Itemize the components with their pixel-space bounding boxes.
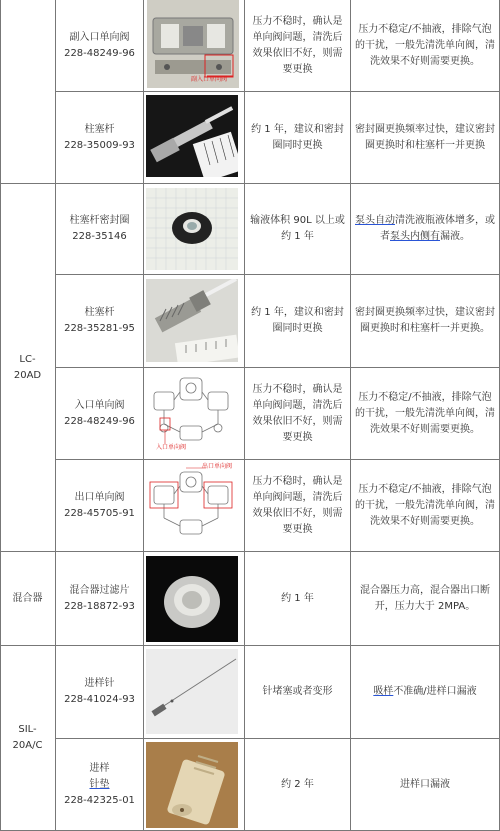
part-name-cell: [56, 368, 143, 459]
group-label-sil20ac: [0, 646, 55, 830]
part-number: 228-35146: [72, 231, 127, 242]
part-name-cell: [56, 739, 143, 830]
symptom-text: 压力不稳定/不抽液，排除气泡的干扰，一般先清洗单向阀，清洗效果不好则需要更换。: [355, 483, 495, 527]
part-name: 进样针: [84, 678, 115, 689]
replacement-cycle-text: 压力不稳时，确认是单向阀问题，清洗后效果依旧不好，则需要更换: [252, 15, 343, 75]
symptom-cell: [351, 184, 499, 274]
replacement-cycle-text: 约 2 年: [281, 778, 314, 790]
symptom-text-part: 泵头内侧有: [390, 231, 440, 242]
replacement-cycle-text: 约 1 年，建议和密封圈同时更换: [251, 123, 344, 151]
photo-caption: 入口单向阀: [156, 444, 187, 451]
part-name-cell: [56, 0, 143, 91]
part-photo: [147, 0, 239, 88]
symptom-text: 压力不稳定/不抽液，排除气泡的干扰，一般先清洗单向阀，清洗效果不好则需要更换。: [355, 391, 495, 435]
part-name-cell: [56, 184, 143, 274]
part-name: 副入口单向阀: [69, 31, 130, 43]
photo-caption: 出口单向阀: [202, 463, 233, 470]
plunger-rod-photo: [146, 279, 238, 362]
plunger-rod-photo: [146, 95, 238, 177]
replacement-cycle-cell: [245, 552, 350, 645]
replacement-cycle-cell: [245, 368, 350, 459]
symptom-text-part: 不准确/进样口漏液: [393, 686, 477, 697]
replacement-cycle-cell: [245, 0, 350, 91]
part-name-cell: [56, 646, 143, 738]
check-valve-assembly-photo: [147, 0, 239, 88]
part-number: 228-45705-91: [64, 507, 135, 519]
symptom-text: [354, 213, 496, 245]
symptom-cell: [351, 368, 499, 459]
plunger-seal-photo: [146, 188, 238, 270]
symptom-cell: [351, 646, 499, 738]
outlet-check-valve-diagram: [146, 462, 238, 548]
group-label-line: 混合器: [12, 592, 43, 604]
part-name-cell: [56, 552, 143, 645]
replacement-cycle-cell: [245, 739, 350, 830]
part-name: 柱塞杆密封圈: [69, 215, 130, 226]
replacement-cycle-text: 约 1 年: [281, 592, 314, 604]
symptom-text-part: 泵头自动: [355, 215, 395, 226]
part-photo: [146, 95, 238, 177]
part-number: 228-48249-96: [64, 415, 135, 427]
symptom-cell: [351, 460, 499, 551]
grid-line: [143, 0, 144, 831]
part-number: 228-35281-95: [64, 323, 135, 334]
part-photo: [146, 649, 238, 734]
replacement-cycle-text: 压力不稳时，确认是单向阀问题，清洗后效果依旧不好，则需要更换: [252, 475, 343, 535]
symptom-cell: [351, 552, 499, 645]
symptom-cell: [351, 0, 499, 91]
replacement-cycle-text: 输液体积 90L 以上或约 1 年: [250, 215, 345, 242]
replacement-cycle-text: 约 1 年，建议和密封圈同时更换: [251, 307, 344, 334]
photo-caption: 副入口单向阀: [191, 76, 228, 83]
part-name-cell: [56, 460, 143, 551]
group-label-line: SIL-: [18, 724, 37, 735]
part-number: 228-18872-93: [64, 600, 135, 612]
part-number: 228-35009-93: [64, 139, 135, 151]
part-number: 228-48249-96: [64, 47, 135, 59]
replacement-cycle-cell: [245, 184, 350, 274]
mixer-filter-photo: [146, 556, 238, 642]
symptom-cell: [351, 92, 499, 183]
injection-needle-photo: [146, 649, 238, 734]
group-label-line: 20A/C: [12, 740, 43, 751]
replacement-cycle-cell: [245, 275, 350, 367]
part-name: 柱塞杆: [84, 307, 115, 318]
group-label-line: LC-: [19, 353, 36, 365]
symptom-text: [373, 684, 476, 700]
part-name: [90, 761, 110, 793]
needle-seal-photo: [146, 742, 238, 828]
symptom-cell: [351, 275, 499, 367]
symptom-text: 压力不稳定/不抽液，排除气泡的干扰，一般先清洗单向阀，清洗效果不好则需要更换。: [355, 23, 495, 67]
part-photo: [146, 279, 238, 362]
part-photo: [146, 188, 238, 270]
part-photo: [146, 370, 238, 456]
group-label-lc20ad: [0, 184, 55, 551]
symptom-text: 密封圈更换频率过快，建议密封圈更换时和柱塞杆一并更换: [355, 123, 495, 151]
symptom-text: 混合器压力高，混合器出口断开，压力大于 2MPA。: [360, 584, 490, 612]
replacement-cycle-text: 压力不稳时，确认是单向阀问题，清洗后效果依旧不好，则需要更换: [252, 383, 343, 443]
part-photo: [146, 556, 238, 642]
part-photo: [146, 462, 238, 548]
replacement-cycle-cell: [245, 646, 350, 738]
part-name: 柱塞杆: [84, 123, 115, 135]
group-label-mixer: [0, 552, 55, 645]
part-name: 出口单向阀: [74, 491, 125, 503]
replacement-cycle-text: 针堵塞或者变形: [262, 686, 333, 697]
part-photo: [146, 742, 238, 828]
replacement-cycle-cell: [245, 460, 350, 551]
symptom-text: 密封圈更换频率过快，建议密封圈更换时和柱塞杆一并更换。: [355, 307, 495, 334]
symptom-text: 进样口漏液: [400, 778, 450, 790]
symptom-text-part: 清洗液瓶液体增多，或者: [380, 215, 495, 242]
part-name: 入口单向阀: [74, 399, 125, 411]
part-number: 228-41024-93: [64, 694, 135, 705]
part-name: 混合器过滤片: [69, 584, 130, 596]
symptom-cell: [351, 739, 499, 830]
symptom-text-part: 吸样: [373, 686, 394, 697]
part-name-cell: [56, 92, 143, 183]
part-name-part: 进样: [89, 762, 110, 774]
part-name-cell: [56, 275, 143, 367]
replacement-cycle-cell: [245, 92, 350, 183]
part-name-part: 针垫: [89, 778, 110, 790]
part-number: 228-42325-01: [64, 794, 135, 806]
group-label-line: 20AD: [13, 369, 42, 381]
symptom-text-part: 漏液。: [440, 231, 470, 242]
